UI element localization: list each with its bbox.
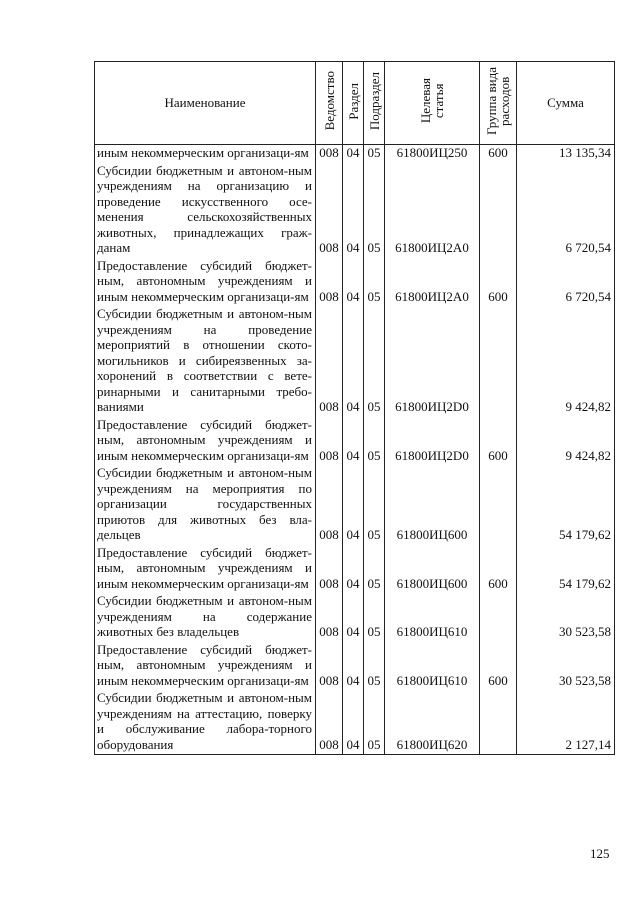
header-podrazdel: Подраздел (364, 62, 385, 145)
row-celevaya-statya: 61800ИЦ610 (385, 593, 480, 642)
row-celevaya-statya: 61800ИЦ250 (385, 145, 480, 163)
row-summa: 9 424,82 (517, 417, 615, 466)
row-celevaya-statya: 61800ИЦ610 (385, 642, 480, 691)
row-summa: 9 424,82 (517, 306, 615, 417)
row-podrazdel: 05 (364, 258, 385, 307)
row-vedomstvo: 008 (316, 163, 343, 258)
row-celevaya-statya: 61800ИЦ600 (385, 545, 480, 594)
header-name: Наименование (95, 62, 316, 145)
row-name: Субсидии бюджетным и автоном-ным учреждениям на содержание животных без владельцев (95, 593, 316, 642)
header-celevaya-statya: Целевая статья (385, 62, 480, 145)
row-gruppa-vida: 600 (480, 642, 517, 691)
row-podrazdel: 05 (364, 145, 385, 163)
row-razdel: 04 (343, 690, 364, 755)
table-row (95, 306, 615, 417)
table-row (95, 642, 615, 691)
row-name: Предоставление субсидий бюджет-ным, автономным учреждениям и иным некоммерческим организаци-ям (95, 545, 316, 594)
header-razdel: Раздел (343, 62, 364, 145)
table-row (95, 545, 615, 594)
row-summa: 54 179,62 (517, 545, 615, 594)
row-summa: 6 720,54 (517, 163, 615, 258)
row-name: Предоставление субсидий бюджет-ным, автономным учреждениям и иным некоммерческим организаци-ям (95, 417, 316, 466)
row-razdel: 04 (343, 642, 364, 691)
row-razdel: 04 (343, 163, 364, 258)
budget-table (94, 61, 615, 755)
row-gruppa-vida: 600 (480, 545, 517, 594)
row-celevaya-statya: 61800ИЦ620 (385, 690, 480, 755)
row-celevaya-statya: 61800ИЦ600 (385, 465, 480, 545)
row-podrazdel: 05 (364, 417, 385, 466)
row-podrazdel: 05 (364, 163, 385, 258)
table-row (95, 417, 615, 466)
row-podrazdel: 05 (364, 593, 385, 642)
row-vedomstvo: 008 (316, 306, 343, 417)
row-vedomstvo: 008 (316, 417, 343, 466)
row-podrazdel: 05 (364, 465, 385, 545)
row-summa: 2 127,14 (517, 690, 615, 755)
row-name: Субсидии бюджетным и автоном-ным учреждениям на мероприятия по организации государственных приютов для животных без вла-дельцев (95, 465, 316, 545)
header-vedomstvo: Ведомство (316, 62, 343, 145)
row-podrazdel: 05 (364, 306, 385, 417)
row-celevaya-statya: 61800ИЦ2А0 (385, 163, 480, 258)
row-razdel: 04 (343, 258, 364, 307)
row-razdel: 04 (343, 417, 364, 466)
row-podrazdel: 05 (364, 545, 385, 594)
table-body (95, 145, 615, 755)
row-summa: 13 135,34 (517, 145, 615, 163)
row-podrazdel: 05 (364, 690, 385, 755)
table-header-row (95, 62, 615, 145)
table-row (95, 145, 615, 163)
row-celevaya-statya: 61800ИЦ2D0 (385, 306, 480, 417)
header-summa: Сумма (517, 62, 615, 145)
row-vedomstvo: 008 (316, 258, 343, 307)
table-row (95, 465, 615, 545)
table-row (95, 690, 615, 755)
row-gruppa-vida (480, 593, 517, 642)
row-summa: 30 523,58 (517, 642, 615, 691)
row-razdel: 04 (343, 145, 364, 163)
row-gruppa-vida: 600 (480, 417, 517, 466)
row-razdel: 04 (343, 306, 364, 417)
row-name: Субсидии бюджетным и автоном-ным учреждениям на проведение мероприятий в отношении ското-могильников и сибиреязвенных за-хоронений в соответствии с вете-ринарными и санитарными требо-ваниями (95, 306, 316, 417)
row-razdel: 04 (343, 593, 364, 642)
row-vedomstvo: 008 (316, 145, 343, 163)
row-vedomstvo: 008 (316, 642, 343, 691)
row-name: иным некоммерческим организаци-ям (95, 145, 316, 163)
row-razdel: 04 (343, 465, 364, 545)
row-summa: 30 523,58 (517, 593, 615, 642)
row-name: Субсидии бюджетным и автоном-ным учреждениям на организацию и проведение искусственного осе-менения сельскохозяйственных животных, принадлежащих граж-данам (95, 163, 316, 258)
row-summa: 54 179,62 (517, 465, 615, 545)
row-gruppa-vida: 600 (480, 145, 517, 163)
row-gruppa-vida (480, 163, 517, 258)
row-name: Предоставление субсидий бюджет-ным, автономным учреждениям и иным некоммерческим организаци-ям (95, 642, 316, 691)
page-number: 125 (590, 846, 610, 861)
table-row (95, 593, 615, 642)
row-vedomstvo: 008 (316, 545, 343, 594)
header-gruppa-vida-rashodov: Группа вида расходов (480, 62, 517, 145)
row-vedomstvo: 008 (316, 465, 343, 545)
row-gruppa-vida: 600 (480, 258, 517, 307)
row-name: Субсидии бюджетным и автоном-ным учреждениям на аттестацию, поверку и обслуживание лабора-торного оборудования (95, 690, 316, 755)
row-celevaya-statya: 61800ИЦ2А0 (385, 258, 480, 307)
row-vedomstvo: 008 (316, 593, 343, 642)
table-row (95, 258, 615, 307)
row-gruppa-vida (480, 465, 517, 545)
row-vedomstvo: 008 (316, 690, 343, 755)
row-celevaya-statya: 61800ИЦ2D0 (385, 417, 480, 466)
row-name: Предоставление субсидий бюджет-ным, автономным учреждениям и иным некоммерческим организаци-ям (95, 258, 316, 307)
budget-table-container (94, 61, 614, 755)
row-gruppa-vida (480, 690, 517, 755)
row-gruppa-vida (480, 306, 517, 417)
table-row (95, 163, 615, 258)
row-summa: 6 720,54 (517, 258, 615, 307)
row-razdel: 04 (343, 545, 364, 594)
row-podrazdel: 05 (364, 642, 385, 691)
